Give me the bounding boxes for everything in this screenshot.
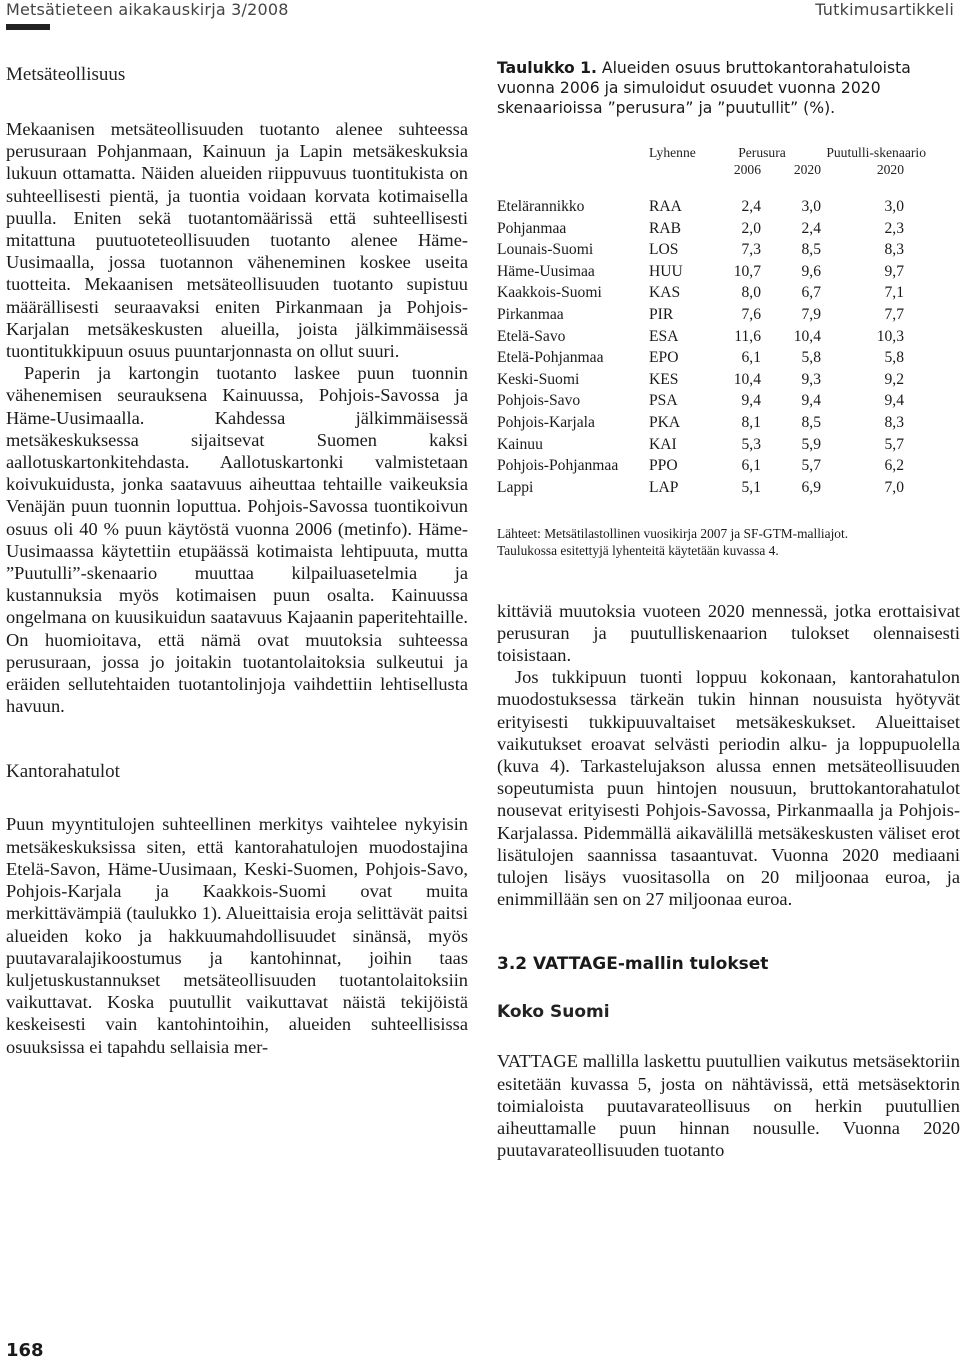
cell-abbreviation: KAI bbox=[649, 435, 677, 453]
table-abbreviation-note: Taulukossa esitettyjä lyhenteitä käytetään kuvassa 4. bbox=[497, 542, 779, 558]
cell-region: Etelä-Savo bbox=[497, 327, 566, 345]
paragraph-vattage-results: VATTAGE mallilla laskettu puutullien vaikutus metsäsektoriin esitetään kuvassa 5, josta on nähtävissä, että metsäsektorin toimialoista puutavarateollisuus on herkin puutullien aiheuttamalle puun hinnan nousulle. Vuonna 2020 puutavarateollisuuden tuotanto bbox=[497, 1051, 960, 1161]
cell-abbreviation: PIR bbox=[649, 305, 674, 323]
cell-puutulli-2020: 3,0 bbox=[884, 198, 904, 215]
cell-perusura-2020: 3,0 bbox=[801, 198, 821, 215]
cell-perusura-2020: 5,7 bbox=[801, 457, 821, 475]
table-row bbox=[497, 304, 926, 326]
cell-perusura-2006: 5,1 bbox=[741, 478, 761, 496]
table-row bbox=[497, 239, 926, 261]
cell-perusura-2006: 6,1 bbox=[741, 349, 761, 367]
cell-perusura-2020: 9,3 bbox=[801, 370, 821, 388]
cell-abbreviation: EPO bbox=[649, 349, 679, 367]
table-header-row-1 bbox=[497, 144, 926, 161]
cell-perusura-2006: 9,4 bbox=[741, 392, 761, 410]
cell-abbreviation: KES bbox=[649, 370, 679, 388]
cell-region: Pohjanmaa bbox=[497, 219, 567, 237]
cell-perusura-2020: 6,9 bbox=[801, 478, 821, 496]
cell-perusura-2006: 6,1 bbox=[741, 457, 761, 475]
table-row bbox=[497, 326, 926, 348]
table-row bbox=[497, 434, 926, 456]
cell-puutulli-2020: 9,7 bbox=[884, 262, 904, 280]
cell-perusura-2020: 10,4 bbox=[793, 327, 821, 345]
cell-abbreviation: RAA bbox=[649, 198, 682, 215]
cell-perusura-2006: 11,6 bbox=[734, 327, 761, 345]
cell-puutulli-2020: 10,3 bbox=[876, 327, 904, 345]
cell-perusura-2006: 8,1 bbox=[741, 413, 761, 431]
cell-abbreviation: KAS bbox=[649, 284, 681, 302]
table-caption bbox=[497, 58, 960, 118]
table-row bbox=[497, 282, 926, 304]
running-head bbox=[6, 0, 954, 22]
left-column bbox=[6, 58, 468, 1058]
col-header-perusura: Perusura bbox=[738, 145, 786, 160]
col-header-2020-perusura: 2020 bbox=[793, 162, 821, 177]
cell-perusura-2006: 10,7 bbox=[733, 262, 761, 280]
table-row bbox=[497, 477, 926, 499]
cell-puutulli-2020: 5,7 bbox=[884, 435, 904, 453]
cell-puutulli-2020: 8,3 bbox=[884, 241, 904, 259]
header-rule bbox=[6, 24, 50, 30]
table-row bbox=[497, 218, 926, 240]
table-row bbox=[497, 455, 926, 477]
page-number: 168 bbox=[6, 1340, 44, 1361]
regional-share-table bbox=[497, 144, 926, 498]
cell-perusura-2006: 8,0 bbox=[741, 284, 761, 302]
cell-puutulli-2020: 7,1 bbox=[884, 284, 904, 302]
cell-region: Häme-Uusimaa bbox=[497, 262, 595, 280]
cell-region: Pohjois-Karjala bbox=[497, 413, 595, 431]
cell-abbreviation: PKA bbox=[649, 413, 681, 431]
col-header-puutulli: Puutulli-skenaario bbox=[826, 145, 926, 160]
cell-puutulli-2020: 8,3 bbox=[884, 413, 904, 431]
journal-title: Metsätieteen aikakauskirja 3/2008 bbox=[6, 0, 289, 19]
cell-abbreviation: RAB bbox=[649, 219, 682, 237]
cell-puutulli-2020: 7,0 bbox=[884, 478, 904, 496]
cell-abbreviation: PSA bbox=[649, 392, 678, 410]
col-header-2006: 2006 bbox=[733, 162, 761, 177]
cell-perusura-2020: 5,8 bbox=[801, 349, 821, 367]
table-row bbox=[497, 196, 926, 218]
cell-region: Kaakkois-Suomi bbox=[497, 284, 602, 302]
cell-puutulli-2020: 9,2 bbox=[884, 370, 904, 388]
table-source-note: Lähteet: Metsätilastollinen vuosikirja 2007 ja SF-GTM-malliajot. bbox=[497, 526, 849, 542]
cell-puutulli-2020: 9,4 bbox=[884, 392, 904, 410]
cell-abbreviation: LOS bbox=[649, 241, 679, 259]
section-heading-metsateollisuus: Metsäteollisuus bbox=[6, 64, 126, 85]
cell-perusura-2006: 7,6 bbox=[741, 305, 761, 323]
section-heading-kantorahatulot: Kantorahatulot bbox=[6, 761, 120, 783]
table-caption-text: Alueiden osuus bruttokantorahatuloista vuonna 2006 ja simuloidut osuudet vuonna 2020 skenaarioissa ”perusura” ja ”puutullit” (%). bbox=[497, 59, 911, 117]
cell-region: Lappi bbox=[497, 478, 534, 496]
table-row bbox=[497, 261, 926, 283]
cell-perusura-2020: 9,4 bbox=[801, 392, 821, 410]
cell-perusura-2006: 10,4 bbox=[733, 370, 761, 388]
cell-region: Etelä-Pohjanmaa bbox=[497, 349, 604, 367]
cell-puutulli-2020: 7,7 bbox=[884, 305, 904, 323]
cell-perusura-2006: 2,4 bbox=[741, 198, 761, 215]
table-body bbox=[497, 196, 926, 498]
paragraph-paper-board: Paperin ja kartongin tuotanto laskee puun tuonnin vähenemisen seurauksena Kainuussa, Pohjois-Savossa ja Häme-Uusimaalla. Kahdessa jälkimmäisessä metsäkeskuksessa sijaitsevat Suomen kaksi aallotuskartonkitehdasta. Aallotuskartonki valmistetaan koivukuidusta, jonka saatavuus aiheuttaa tehtaille vaikeuksia Venäjän puun tuonnin loputtua. Pohjois-Savossa tuontikoivun osuus oli 40 % puun käytöstä vuonna 2006 (metinfo). Häme-Uusimaassa käytettiin etupäässä kotimaista lehtipuuta, mutta ”Puutulli”-skenaario muuttaa kilpailuasetelmia ja kustannuksia myös kotimaisen puun osalta. Kainuussa ongelmana on kuusikuidun saatavuus Kajaanin paperitehtaille. On huomioitava, että nämä ovat muutoksia suhteessa perusuraan, jossa jo joitakin tuotantolaitoksia sulkeutui ja eräiden sellutehtaiden tuotantolinjoja vaihdettiin lehtisellusta havuun. bbox=[6, 363, 468, 717]
col-header-abbr: Lyhenne bbox=[649, 145, 696, 160]
cell-puutulli-2020: 2,3 bbox=[884, 219, 904, 237]
cell-abbreviation: HUU bbox=[649, 262, 683, 280]
cell-puutulli-2020: 5,8 bbox=[884, 349, 904, 367]
table-row bbox=[497, 412, 926, 434]
paragraph-stumpage-income: Puun myyntitulojen suhteellinen merkitys vaihtelee nykyisin metsäkeskuksissa siten, että kantorahatulojen muodostajina Etelä-Savon, Häme-Uusimaan, Keski-Suomen, Pohjois-Savo, Pohjois-Karjala ja Kaakkois-Suomi ovat muita merkittävämpiä (taulukko 1). Alueittaisia eroja selittävät paitsi alueiden koko ja hakkuumahdollisuudet sinänsä, myös puutavaralajikoostumus ja kantohinnat, joihin taas kuljetuskustannukset metsäteollisuuden tuotantolaitoksiin vaikuttavat. Koska puutullit vaikuttavat näistä tekijöistä keskeisesti vain kantohintoihin, alueiden suhteellisissa osuuksissa ei tapahdu sellaisia mer- bbox=[6, 814, 468, 1057]
paragraph-mechanical-industry: Mekaanisen metsäteollisuuden tuotanto alenee suhteessa perusuraan Pohjanmaan, Kainuun ja Lapin metsäkeskuksia lukuun ottamatta. Näiden alueiden riippuvuus tuontitukista on suhteellisesti pientä, ja tuontia voidaan korvata kotimaisella puulla. Eniten sekä tuotantomäärissä että suhteellisesti mitattuna puutuoteteollisuuden tuotanto alenee Häme-Uusimaalla, jossa tuotannon väheneminen koskee useita tuotteita. Mekaanisen metsäteollisuuden tuotanto supistuu määrällisesti seuraavaksi eniten Pirkanmaan ja Pohjois-Karjalan metsäkeskusten alueilla, joista jälkimmäisessä tuontitukkipuun osuus puuntarjonnasta on ollut suuri. bbox=[6, 119, 468, 362]
cell-region: Kainuu bbox=[497, 435, 543, 453]
right-column bbox=[497, 58, 960, 1161]
cell-perusura-2020: 7,9 bbox=[801, 305, 821, 323]
cell-puutulli-2020: 6,2 bbox=[884, 457, 904, 475]
table-row bbox=[497, 390, 926, 412]
cell-perusura-2006: 5,3 bbox=[741, 435, 761, 453]
cell-region: Pohjois-Pohjanmaa bbox=[497, 457, 619, 475]
table-row bbox=[497, 369, 926, 391]
cell-region: Etelärannikko bbox=[497, 198, 585, 215]
cell-perusura-2020: 5,9 bbox=[801, 435, 821, 453]
section-heading-vattage: 3.2 VATTAGE-mallin tulokset bbox=[497, 954, 769, 975]
col-header-2020-puutulli: 2020 bbox=[876, 162, 904, 177]
table-header-row-2 bbox=[497, 161, 926, 178]
article-type: Tutkimusartikkeli bbox=[815, 0, 954, 19]
cell-perusura-2006: 7,3 bbox=[741, 241, 761, 259]
table-caption-label: Taulukko 1. bbox=[497, 59, 597, 77]
cell-region: Keski-Suomi bbox=[497, 370, 580, 388]
cell-abbreviation: ESA bbox=[649, 327, 679, 345]
cell-perusura-2020: 6,7 bbox=[801, 284, 821, 302]
cell-region: Lounais-Suomi bbox=[497, 241, 594, 259]
cell-perusura-2020: 8,5 bbox=[801, 413, 821, 431]
cell-perusura-2020: 2,4 bbox=[801, 219, 821, 237]
subheading-koko-suomi: Koko Suomi bbox=[497, 1002, 610, 1023]
cell-abbreviation: LAP bbox=[649, 478, 679, 496]
cell-perusura-2020: 9,6 bbox=[801, 262, 821, 280]
paragraph-continued: kittäviä muutoksia vuoteen 2020 mennessä, jotka erottaisivat perusuran ja puutulliskenaarion tulokset olennaisesti toisistaan. bbox=[497, 600, 960, 665]
cell-region: Pirkanmaa bbox=[497, 305, 564, 323]
cell-region: Pohjois-Savo bbox=[497, 392, 581, 410]
cell-perusura-2006: 2,0 bbox=[741, 219, 761, 237]
cell-perusura-2020: 8,5 bbox=[801, 241, 821, 259]
table-row bbox=[497, 347, 926, 369]
paragraph-log-import: Jos tukkipuun tuonti loppuu kokonaan, kantorahatulon muodostuksessa tärkeän tukin hinnan nousuista hyötyvät erityisesti tukkipuuvaltaiset metsäkeskukset. Alueittaiset vaikutukset eroavat selvästi periodin alku- ja loppupuolella (kuva 4). Tarkastelujakson alussa ennen metsäteollisuuden sopeutumista puun hintojen nousuun, bruttokantorahatulot nousevat erityisesti Pohjois-Savossa, Pirkanmaalla ja Pohjois-Karjalassa. Pidemmällä aikavälillä metsäkeskusten väliset erot lisätulojen saannissa tasaantuvat. Vuonna 2020 mediaani tulojen lisäys vuositasolla on 20 miljoonaa euroa, ja enimmillään sen on 27 miljoonaa euroa. bbox=[497, 667, 960, 910]
cell-abbreviation: PPO bbox=[649, 457, 678, 475]
